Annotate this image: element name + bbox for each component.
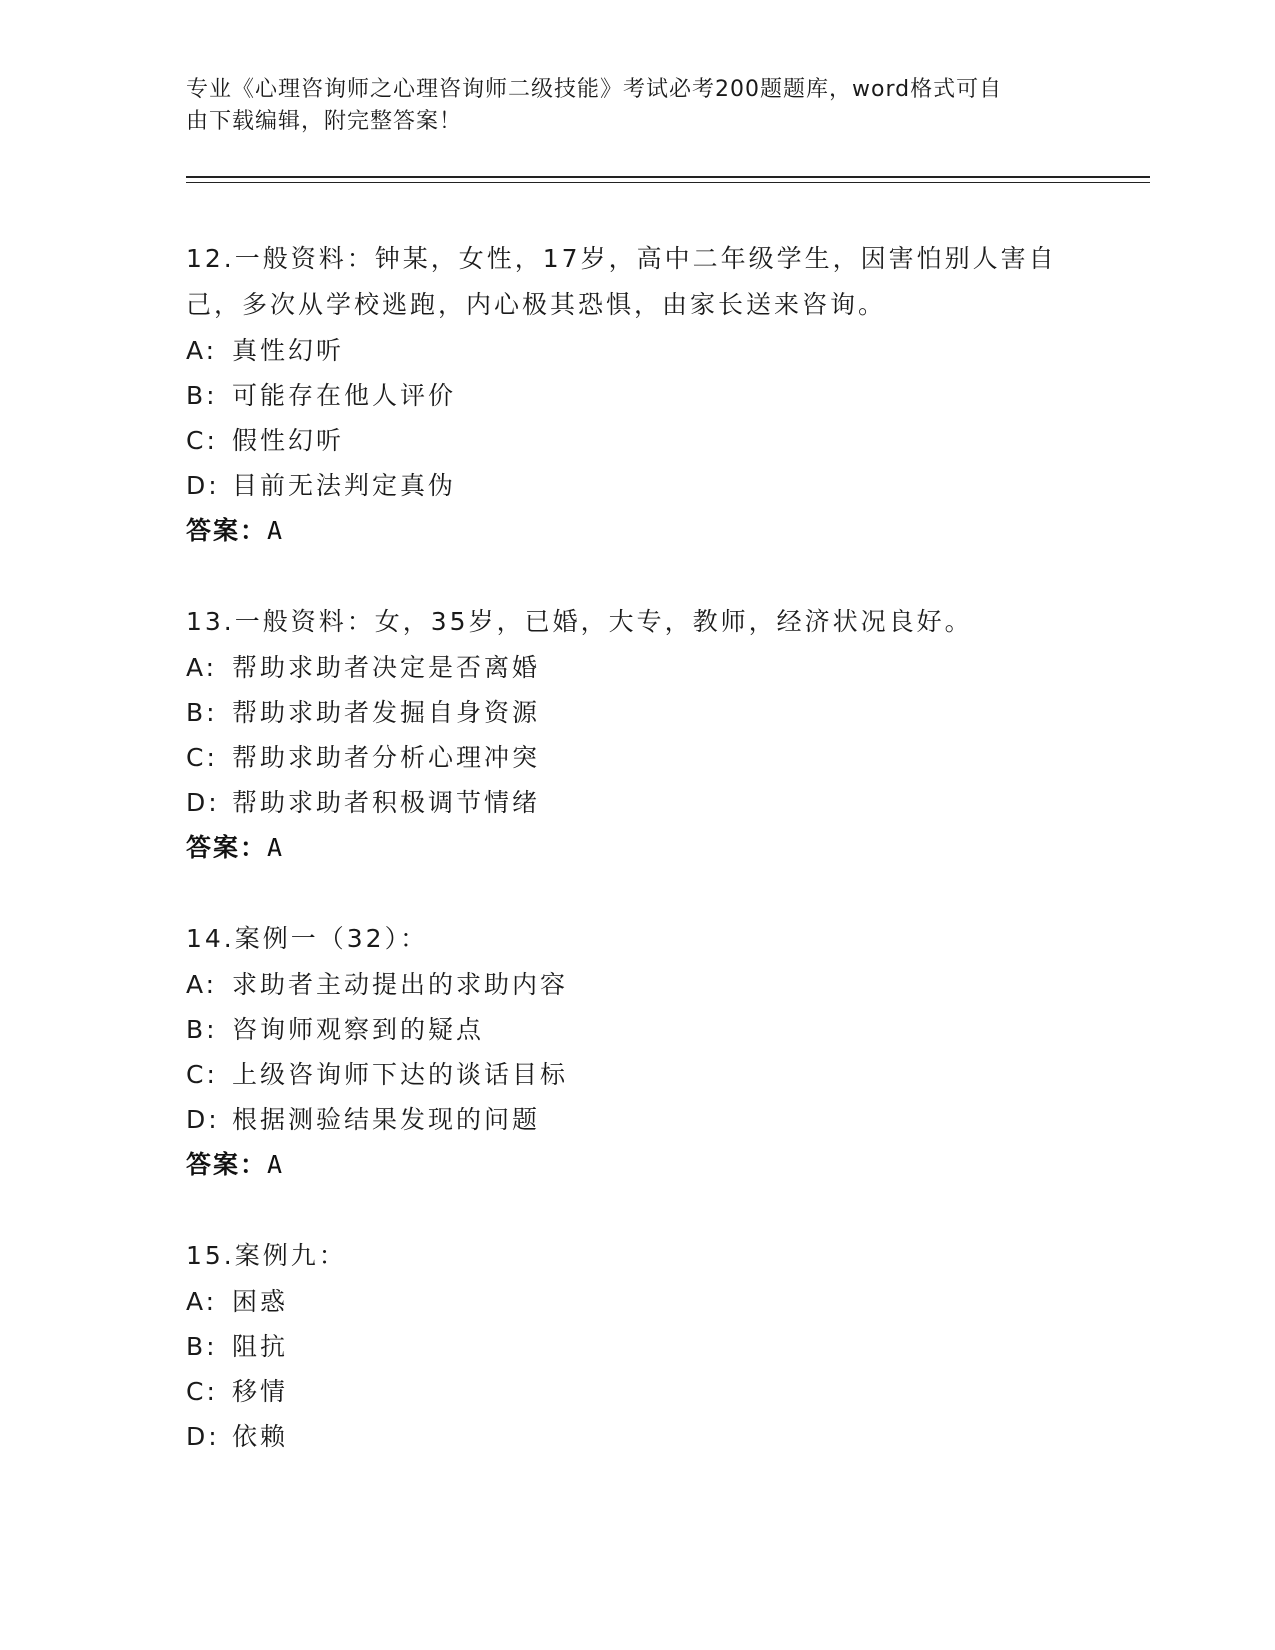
header-line-2: 由下载编辑，附完整答案！	[186, 109, 463, 134]
question-15	[186, 1233, 1086, 1459]
answer-line	[186, 1142, 1086, 1188]
header-line-1: 专业《心理咨询师之心理咨询师二级技能》考试必考200题题库，word格式可自	[186, 77, 1003, 102]
option-c	[186, 735, 1086, 780]
option-d	[186, 463, 1086, 508]
option-key: A:	[186, 1287, 218, 1316]
document-header	[186, 74, 1066, 138]
option-b	[186, 373, 1086, 418]
option-a	[186, 328, 1086, 373]
option-key: C:	[186, 1060, 218, 1089]
question-stem: 15.案例九：	[186, 1241, 347, 1270]
answer-value: A	[267, 833, 285, 862]
question-14	[186, 916, 1086, 1188]
option-text: 帮助求助者决定是否离婚	[232, 653, 541, 682]
question-spacer	[186, 871, 1086, 916]
answer-line	[186, 508, 1086, 554]
option-c	[186, 1369, 1086, 1414]
option-text: 咨询师观察到的疑点	[232, 1015, 485, 1044]
answer-value: A	[267, 516, 285, 545]
option-key: C:	[186, 1377, 218, 1406]
option-c	[186, 1052, 1086, 1097]
option-a	[186, 1279, 1086, 1324]
question-spacer	[186, 1188, 1086, 1233]
option-b	[186, 1324, 1086, 1369]
option-a	[186, 962, 1086, 1007]
option-key: D:	[186, 471, 220, 500]
option-key: B:	[186, 698, 218, 727]
option-d	[186, 1097, 1086, 1142]
option-b	[186, 690, 1086, 735]
question-12	[186, 236, 1086, 554]
answer-label: 答案：	[186, 516, 268, 545]
question-stem: 14.案例一（32）：	[186, 924, 429, 953]
option-text: 目前无法判定真伪	[232, 471, 457, 500]
option-text: 依赖	[232, 1422, 289, 1451]
question-stem-continued: 己，多次从学校逃跑，内心极其恐惧，由家长送来咨询。	[186, 290, 887, 319]
option-a	[186, 645, 1086, 690]
option-text: 帮助求助者分析心理冲突	[232, 743, 541, 772]
option-text: 困惑	[232, 1287, 289, 1316]
option-text: 可能存在他人评价	[232, 381, 457, 410]
answer-label: 答案：	[186, 1150, 268, 1179]
option-text: 帮助求助者积极调节情绪	[232, 788, 541, 817]
answer-line	[186, 825, 1086, 871]
answer-label: 答案：	[186, 833, 268, 862]
question-13	[186, 599, 1086, 871]
question-list	[186, 236, 1086, 1459]
header-divider-thick	[186, 176, 1150, 178]
option-key: D:	[186, 788, 220, 817]
question-stem: 12.一般资料：钟某，女性，17岁，高中二年级学生，因害怕别人害自	[186, 244, 1057, 273]
header-divider-thin	[186, 182, 1150, 183]
question-spacer	[186, 554, 1086, 599]
option-key: D:	[186, 1422, 220, 1451]
option-d	[186, 780, 1086, 825]
option-key: B:	[186, 1015, 218, 1044]
option-text: 阻抗	[232, 1332, 289, 1361]
option-text: 上级咨询师下达的谈话目标	[232, 1060, 569, 1089]
option-text: 求助者主动提出的求助内容	[232, 970, 569, 999]
option-key: B:	[186, 1332, 218, 1361]
option-text: 真性幻听	[232, 336, 345, 365]
option-c	[186, 418, 1086, 463]
option-key: A:	[186, 336, 218, 365]
option-d	[186, 1414, 1086, 1459]
option-key: C:	[186, 743, 218, 772]
option-key: A:	[186, 970, 218, 999]
answer-value: A	[267, 1150, 285, 1179]
option-key: A:	[186, 653, 218, 682]
option-key: D:	[186, 1105, 220, 1134]
option-text: 假性幻听	[232, 426, 345, 455]
option-key: C:	[186, 426, 218, 455]
option-b	[186, 1007, 1086, 1052]
option-text: 移情	[232, 1377, 289, 1406]
option-text: 根据测验结果发现的问题	[232, 1105, 541, 1134]
option-text: 帮助求助者发掘自身资源	[232, 698, 541, 727]
question-stem: 13.一般资料：女，35岁，已婚，大专，教师，经济状况良好。	[186, 607, 973, 636]
option-key: B:	[186, 381, 218, 410]
